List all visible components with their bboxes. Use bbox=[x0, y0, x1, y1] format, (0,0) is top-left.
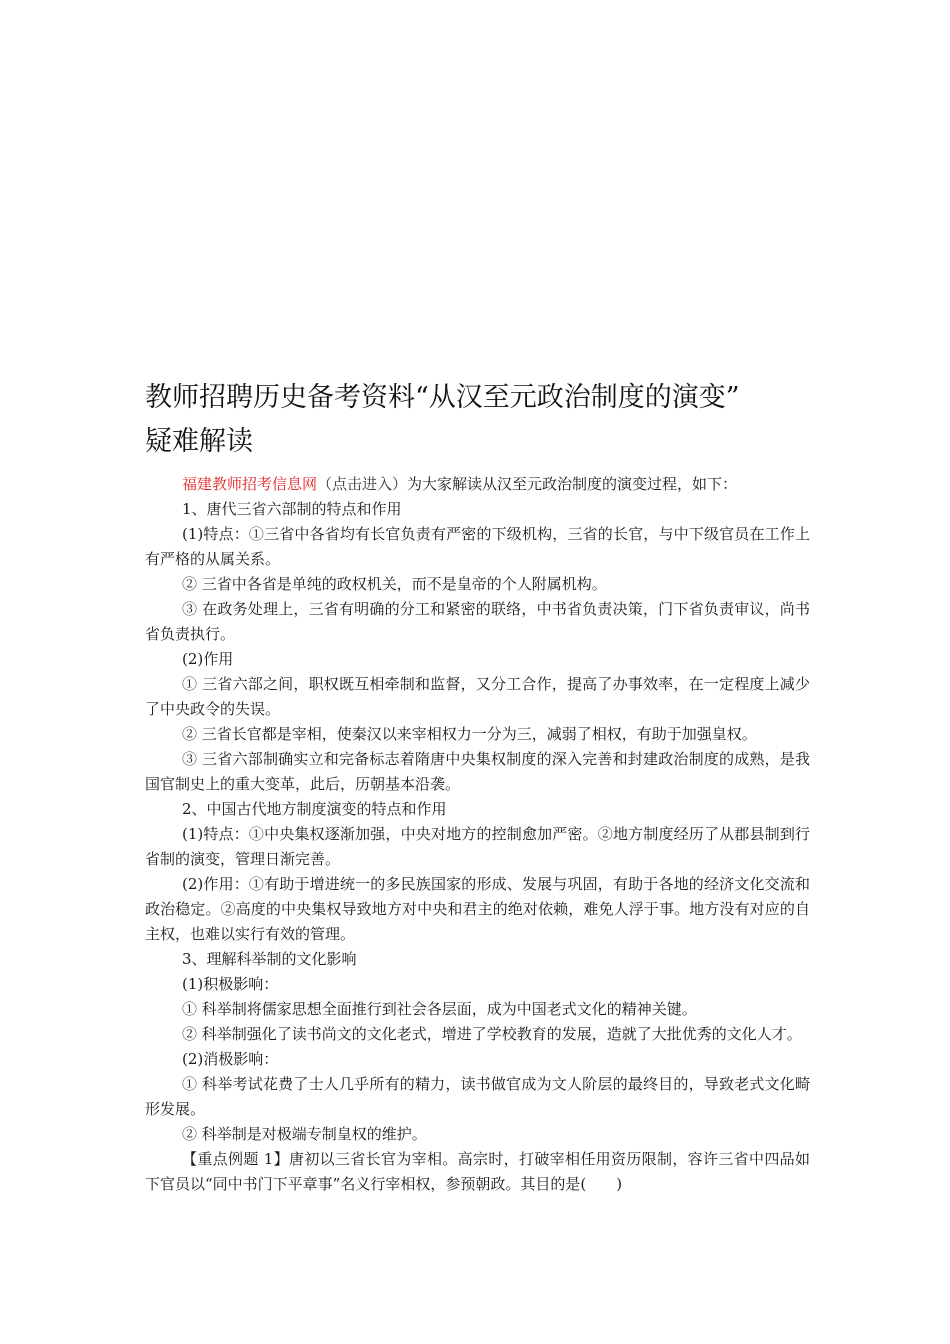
intro-text: 为大家解读从汉至元政治制度的演变过程，如下： bbox=[407, 475, 738, 493]
paragraph: ② 三省长官都是宰相，使秦汉以来宰相权力一分为三，减弱了相权，有助于加强皇权。 bbox=[182, 725, 757, 743]
example-question: 【重点例题 1】唐初以三省长官为宰相。高宗时，打破宰相任用资历限制，容许三省中四品如下官员以“同中书门下平章事”名义行宰相权，参预朝政。其目的是( ) bbox=[145, 1150, 810, 1193]
section-heading-3: 3、理解科举制的文化影响 bbox=[182, 950, 357, 968]
title-line-1: 教师招聘历史备考资料“从汉至元政治制度的演变” bbox=[145, 382, 740, 413]
document-body bbox=[145, 472, 810, 1197]
paragraph: (2)消极影响： bbox=[182, 1050, 279, 1068]
paragraph: (1)积极影响： bbox=[182, 975, 279, 993]
intro-paragraph bbox=[145, 472, 810, 497]
paragraph: ② 三省中各省是单纯的政权机关，而不是皇帝的个人附属机构。 bbox=[182, 575, 607, 593]
paragraph: (2)作用 bbox=[182, 650, 234, 668]
title-line-2: 疑难解读 bbox=[145, 426, 253, 457]
paragraph: (1)特点：①中央集权逐渐加强，中央对地方的控制愈加严密。②地方制度经历了从郡县制到行省制的演变，管理日渐完善。 bbox=[145, 825, 810, 868]
paragraph: ② 科举制是对极端专制皇权的维护。 bbox=[182, 1125, 427, 1143]
section-heading-1: 1、唐代三省六部制的特点和作用 bbox=[182, 500, 402, 518]
paragraph: (1)特点：①三省中各省均有长官负责有严密的下级机构，三省的长官，与中下级官员在工作上有严格的从属关系。 bbox=[145, 525, 810, 568]
section-heading-2: 2、中国古代地方制度演变的特点和作用 bbox=[182, 800, 447, 818]
site-link[interactable]: 福建教师招考信息网 bbox=[182, 475, 318, 493]
paragraph: ① 三省六部之间，职权既互相牵制和监督，又分工合作，提高了办事效率，在一定程度上减少了中央政令的失误。 bbox=[145, 675, 810, 718]
document-title bbox=[145, 376, 810, 464]
paragraph: ② 科举制强化了读书尚文的文化老式，增进了学校教育的发展，造就了大批优秀的文化人才。 bbox=[182, 1025, 802, 1043]
link-note: （点击进入） bbox=[317, 475, 408, 493]
paragraph: ③ 在政务处理上，三省有明确的分工和紧密的联络，中书省负责决策，门下省负责审议，尚书省负责执行。 bbox=[145, 600, 810, 643]
paragraph: ① 科举制将儒家思想全面推行到社会各层面，成为中国老式文化的精神关键。 bbox=[182, 1000, 697, 1018]
paragraph: ③ 三省六部制确实立和完备标志着隋唐中央集权制度的深入完善和封建政治制度的成熟，是我国官制史上的重大变革，此后，历朝基本沿袭。 bbox=[145, 750, 810, 793]
paragraph: ① 科举考试花费了士人几乎所有的精力，读书做官成为文人阶层的最终目的，导致老式文化畸形发展。 bbox=[145, 1075, 810, 1118]
paragraph: (2)作用：①有助于增进统一的多民族国家的形成、发展与巩固，有助于各地的经济文化交流和政治稳定。②高度的中央集权导致地方对中央和君主的绝对依赖，难免人浮于事。地方没有对应的自主权，也难以实行有效的管理。 bbox=[145, 875, 810, 943]
